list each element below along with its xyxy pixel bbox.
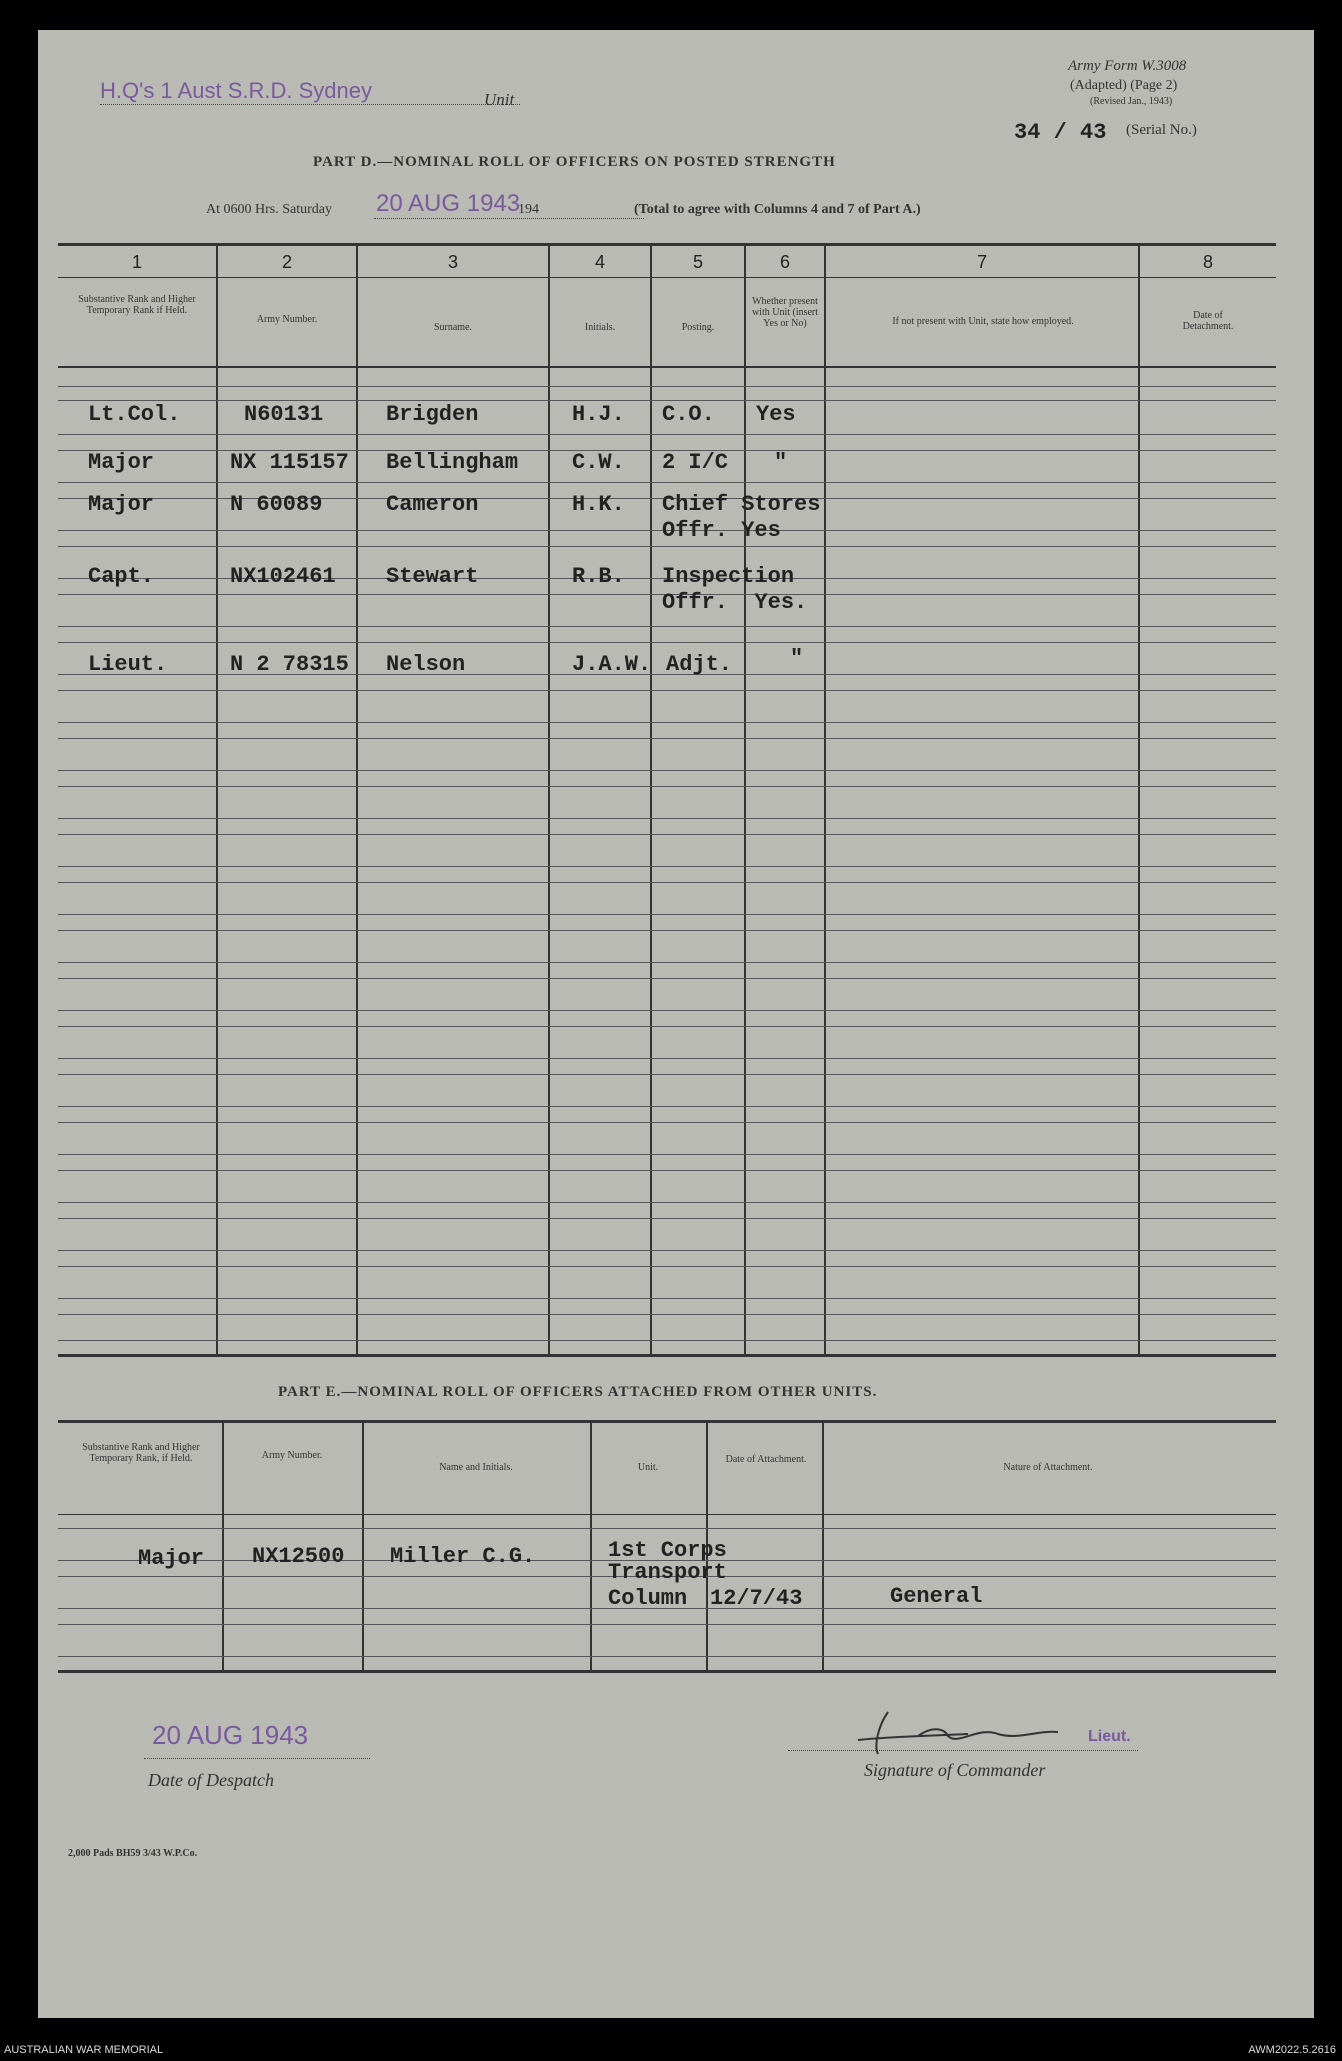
archive-label: AUSTRALIAN WAR MEMORIAL	[4, 2044, 164, 2056]
total-note: (Total to agree with Columns 4 and 7 of Part A.)	[634, 202, 921, 217]
signature-line	[788, 1750, 1138, 1751]
col-header-surname: Surname.	[433, 322, 473, 333]
part-e-title: PART E.—NOMINAL ROLL OF OFFICERS ATTACHED FROM OTHER UNITS.	[278, 1384, 878, 1400]
rank-cell: Major	[88, 450, 155, 475]
army-number-cell: NX12500	[252, 1544, 345, 1569]
rank-cell: Major	[138, 1546, 205, 1571]
col-header-army-number: Army Number.	[256, 314, 318, 325]
col-header-rank: Substantive Rank and Higher Temporary Rank, if Held.	[82, 1442, 200, 1464]
posting-cell-line2: Offr. Yes	[662, 518, 781, 543]
form-page	[38, 30, 1314, 2018]
signature-icon	[848, 1706, 1088, 1766]
col-header-posting: Posting.	[681, 322, 715, 333]
present-cell: Yes	[756, 402, 796, 427]
army-number-cell: N 60089	[230, 492, 323, 517]
present-cell: "	[774, 450, 788, 475]
print-code: 2,000 Pads BH59 3/43 W.P.Co.	[68, 1848, 198, 1859]
initials-cell: C.W.	[572, 450, 625, 475]
surname-cell: Nelson	[386, 652, 466, 677]
initials-cell: H.K.	[572, 492, 625, 517]
despatch-label: Date of Despatch	[148, 1770, 274, 1790]
form-adapted: (Adapted) (Page 2)	[1070, 78, 1178, 93]
unit-label: Unit	[484, 90, 515, 109]
nature-cell: General	[890, 1584, 983, 1609]
rank-cell: Capt.	[88, 564, 155, 589]
serial-label: (Serial No.)	[1126, 122, 1197, 138]
unit-line	[100, 104, 520, 105]
initials-cell: R.B.	[572, 564, 625, 589]
unit-cell-line3: Column	[608, 1586, 688, 1611]
col-header-army-number: Army Number.	[261, 1450, 323, 1461]
col-number: 3	[447, 252, 458, 272]
name-cell: Miller C.G.	[390, 1544, 536, 1569]
unit-cell-line1: 1st Corps	[608, 1538, 727, 1563]
col-number: 4	[594, 252, 605, 272]
time-prefix: At 0600 Hrs. Saturday	[206, 202, 332, 217]
date-line	[374, 218, 644, 219]
col-number: 1	[131, 252, 142, 272]
form-name: Army Form W.3008	[1068, 58, 1187, 74]
surname-cell: Stewart	[386, 564, 479, 589]
col-header-rank: Substantive Rank and Higher Temporary Rank if Held.	[78, 294, 196, 316]
col-number: 2	[281, 252, 292, 272]
posting-cell: Adjt.	[666, 652, 733, 677]
col-header-present: Whether present with Unit (insert Yes or No)	[751, 296, 819, 329]
initials-cell: J.A.W.	[572, 652, 652, 677]
surname-cell: Brigden	[386, 402, 479, 427]
present-cell: "	[790, 646, 804, 671]
unit-stamp: H.Q's 1 Aust S.R.D. Sydney	[100, 78, 372, 103]
date-cell: 12/7/43	[710, 1586, 803, 1611]
army-number-cell: N60131	[244, 402, 324, 427]
rank-cell: Lieut.	[88, 652, 168, 677]
posting-cell: 2 I/C	[662, 450, 729, 475]
posting-cell: C.O.	[662, 402, 715, 427]
rank-cell: Lt.Col.	[88, 402, 181, 427]
col-header-nature: Nature of Attachment.	[1003, 1462, 1093, 1473]
col-header-unit: Unit.	[637, 1462, 659, 1473]
army-number-cell: NX102461	[230, 564, 336, 589]
army-number-cell: NX 115157	[230, 450, 349, 475]
surname-cell: Bellingham	[386, 450, 519, 475]
date-printed: 194	[518, 202, 539, 217]
part-d-title: PART D.—NOMINAL ROLL OF OFFICERS ON POSTED STRENGTH	[313, 154, 836, 170]
form-revised: (Revised Jan., 1943)	[1090, 96, 1173, 107]
army-number-cell: N 2 78315	[230, 652, 349, 677]
col-number: 8	[1202, 252, 1213, 272]
col-number: 6	[779, 252, 790, 272]
col-header-detachment: Date of Detachment.	[1182, 310, 1234, 332]
archive-id: AWM2022.5.2616	[1248, 2044, 1336, 2056]
despatch-line	[144, 1758, 370, 1759]
col-header-initials: Initials.	[584, 322, 616, 333]
surname-cell: Cameron	[386, 492, 479, 517]
col-header-name: Name and Initials.	[439, 1462, 513, 1473]
signature-rank: Lieut.	[1088, 1728, 1131, 1745]
rank-cell: Major	[88, 492, 155, 517]
col-header-employed: If not present with Unit, state how employed.	[892, 316, 1074, 327]
col-number: 5	[692, 252, 703, 272]
col-header-date: Date of Attachment.	[725, 1454, 807, 1465]
serial-number: 34 / 43	[1014, 120, 1107, 145]
col-number: 7	[976, 252, 987, 272]
unit-cell-line2: Transport	[608, 1560, 727, 1585]
posting-cell-line2: Offr. Yes.	[662, 590, 808, 615]
despatch-stamp: 20 AUG 1943	[152, 1720, 309, 1750]
posting-cell: Inspection	[662, 564, 795, 589]
posting-cell: Chief Stores	[662, 492, 821, 517]
signature-label: Signature of Commander	[864, 1760, 1046, 1780]
initials-cell: H.J.	[572, 402, 625, 427]
date-stamp: 20 AUG 1943	[376, 190, 521, 217]
